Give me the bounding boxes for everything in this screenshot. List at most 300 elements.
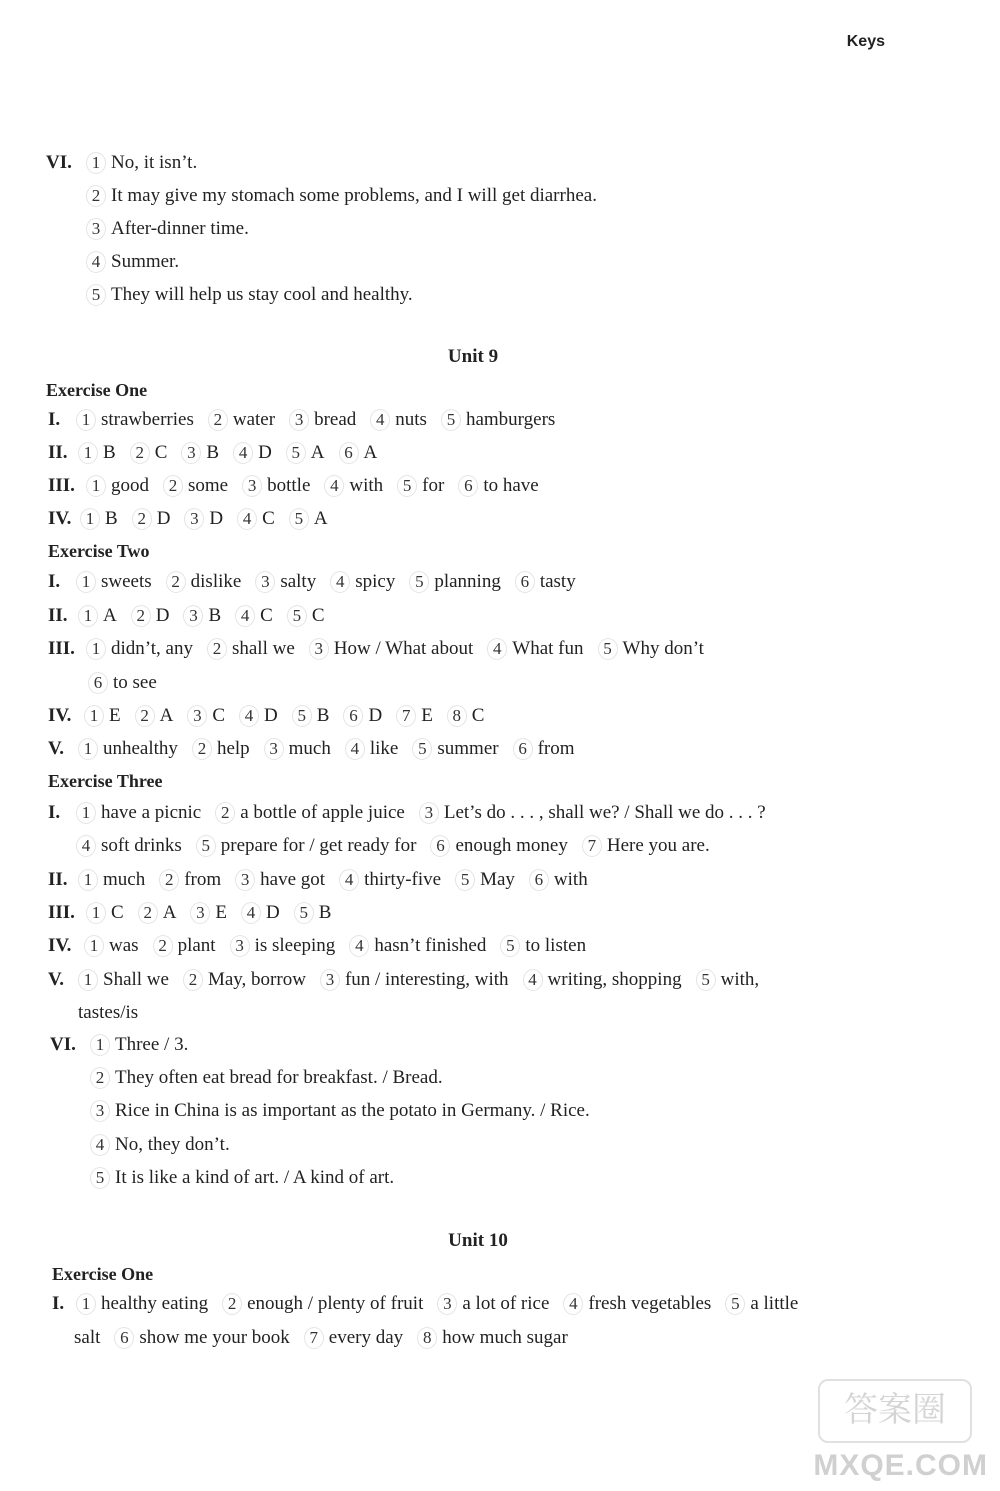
section-numeral: I. — [48, 571, 61, 592]
answer-item — [292, 704, 330, 728]
item-number: 1 — [78, 738, 98, 760]
item-number: 5 — [441, 409, 461, 431]
answer-item — [114, 1326, 289, 1350]
answer-item — [455, 868, 515, 892]
item-text: B — [206, 442, 220, 463]
section-numeral: IV. — [48, 508, 72, 529]
item-number: 4 — [90, 1134, 110, 1156]
answer-item — [90, 1166, 394, 1190]
answer-line — [48, 507, 342, 531]
answer-line — [46, 151, 211, 175]
item-text: B — [208, 605, 222, 626]
answer-item — [163, 474, 228, 498]
item-text: It may give my stomach some problems, and I will get diarrhea. — [111, 185, 597, 206]
item-number: 5 — [412, 738, 432, 760]
item-text: some — [188, 475, 229, 496]
item-text: After-dinner time. — [111, 218, 249, 239]
item-text: They will help us stay cool and healthy. — [111, 284, 413, 305]
item-text: bread — [314, 409, 357, 430]
answer-item — [598, 637, 704, 661]
answer-item — [582, 834, 710, 858]
item-number: 6 — [114, 1327, 134, 1349]
answer-item — [88, 671, 157, 695]
answer-item — [183, 604, 221, 628]
item-number: 3 — [419, 802, 439, 824]
answer-line — [50, 1033, 202, 1057]
watermark-seal: 答案圈 — [818, 1379, 972, 1443]
answer-item — [132, 507, 171, 531]
answer-item — [190, 901, 227, 925]
answer-line — [86, 217, 263, 241]
running-header: Keys — [846, 33, 885, 50]
answer-item — [287, 604, 325, 628]
answer-item — [196, 834, 417, 858]
section-numeral: V. — [48, 969, 65, 990]
item-number: 1 — [84, 935, 104, 957]
answer-item — [447, 704, 485, 728]
answer-item — [235, 604, 273, 628]
item-text: Rice in China is as important as the potato in Germany. / Rice. — [115, 1100, 590, 1121]
answer-item — [166, 570, 242, 594]
item-number: 4 — [349, 935, 369, 957]
answer-item — [345, 737, 399, 761]
answer-line — [48, 934, 600, 958]
answer-item — [230, 934, 336, 958]
item-text: a lot of rice — [462, 1293, 550, 1314]
answer-line — [48, 474, 553, 498]
item-number: 3 — [187, 705, 207, 727]
answer-line — [48, 737, 589, 761]
answer-item — [78, 968, 169, 992]
answer-item — [76, 801, 201, 825]
answer-item — [286, 441, 325, 465]
answer-item — [409, 570, 501, 594]
item-number: 5 — [409, 571, 429, 593]
item-number: 3 — [230, 935, 250, 957]
exercise-title: Exercise One — [46, 380, 148, 400]
item-text: A — [159, 705, 174, 726]
item-number: 5 — [500, 935, 520, 957]
item-number: 3 — [264, 738, 284, 760]
answer-item — [523, 968, 682, 992]
answer-line — [48, 868, 602, 892]
answer-item — [264, 737, 331, 761]
answer-item — [86, 283, 413, 307]
item-text: a bottle of apple juice — [240, 802, 405, 823]
answer-item — [187, 704, 225, 728]
item-text: A — [310, 442, 325, 463]
answer-line — [48, 637, 718, 661]
item-text: Why don’t — [622, 638, 704, 659]
answer-line — [48, 901, 345, 925]
exercise-title: Exercise One — [52, 1264, 154, 1284]
item-number: 1 — [86, 902, 106, 924]
item-text: It is like a kind of art. / A kind of art. — [115, 1167, 395, 1188]
item-text: enough / plenty of fruit — [247, 1293, 424, 1314]
answer-item — [78, 604, 117, 628]
item-number: 1 — [86, 475, 106, 497]
item-number: 6 — [430, 835, 450, 857]
answer-item — [441, 408, 555, 432]
section-numeral: II. — [48, 442, 68, 463]
answer-item — [78, 868, 145, 892]
item-number: 4 — [370, 409, 390, 431]
item-text: nuts — [395, 409, 427, 430]
answer-item — [430, 834, 567, 858]
answer-item — [396, 704, 433, 728]
answer-item — [289, 507, 328, 531]
item-text: was — [109, 935, 139, 956]
answer-item — [324, 474, 383, 498]
item-text: fresh vegetables — [588, 1293, 712, 1314]
item-text: planning — [434, 571, 501, 592]
item-text: healthy eating — [101, 1293, 209, 1314]
answer-line — [48, 570, 590, 594]
item-text: to see — [113, 672, 157, 693]
answer-item — [86, 637, 193, 661]
item-number: 2 — [90, 1067, 110, 1089]
item-number: 6 — [529, 869, 549, 891]
answer-item — [90, 1133, 230, 1157]
answer-item — [239, 704, 278, 728]
item-text: No, it isn’t. — [111, 152, 198, 173]
section-numeral: II. — [48, 605, 68, 626]
item-number: 1 — [78, 442, 98, 464]
answer-item — [86, 217, 249, 241]
item-text: B — [318, 902, 332, 923]
item-number: 5 — [289, 508, 309, 530]
answer-item — [84, 704, 121, 728]
item-number: 4 — [324, 475, 344, 497]
item-text: A — [162, 902, 177, 923]
answer-line — [90, 1133, 244, 1157]
answer-item — [458, 474, 538, 498]
item-text: D — [266, 902, 280, 923]
item-text: how much sugar — [442, 1327, 568, 1348]
item-number: 3 — [255, 571, 275, 593]
item-text: have a picnic — [101, 802, 202, 823]
item-number: 3 — [320, 969, 340, 991]
answer-line — [76, 834, 724, 858]
answer-item — [222, 1292, 423, 1316]
item-number: 2 — [138, 902, 158, 924]
item-text: hasn’t finished — [374, 935, 487, 956]
item-number: 5 — [397, 475, 417, 497]
item-number: 2 — [135, 705, 155, 727]
item-number: 2 — [192, 738, 212, 760]
item-text: summer — [437, 738, 499, 759]
item-number: 6 — [339, 442, 359, 464]
section-numeral: IV. — [48, 705, 72, 726]
item-number: 1 — [76, 409, 96, 431]
item-number: 3 — [190, 902, 210, 924]
item-number: 8 — [447, 705, 467, 727]
item-text: plant — [177, 935, 216, 956]
item-number: 6 — [458, 475, 478, 497]
exercise-title: Exercise Two — [48, 541, 150, 561]
item-number: 2 — [222, 1293, 242, 1315]
item-text: A — [363, 442, 378, 463]
answer-item — [207, 637, 295, 661]
item-number: 6 — [513, 738, 533, 760]
item-text: hamburgers — [465, 409, 556, 430]
answer-item — [487, 637, 583, 661]
item-number: 2 — [183, 969, 203, 991]
item-number: 4 — [235, 605, 255, 627]
answer-item — [397, 474, 444, 498]
item-number: 4 — [76, 835, 96, 857]
answer-line — [74, 1326, 582, 1350]
item-text: tastes/is — [78, 1002, 139, 1023]
item-number: 7 — [582, 835, 602, 857]
section-numeral: IV. — [48, 935, 72, 956]
answer-line — [48, 604, 339, 628]
answer-line — [48, 441, 391, 465]
item-number: 2 — [159, 869, 179, 891]
answer-item — [86, 474, 149, 498]
item-number: 2 — [166, 571, 186, 593]
answer-item — [513, 737, 575, 761]
answer-item — [294, 901, 332, 925]
item-number: 4 — [487, 638, 507, 660]
answer-line — [88, 671, 171, 695]
item-number: 4 — [330, 571, 350, 593]
item-text: is sleeping — [254, 935, 336, 956]
item-number: 3 — [86, 218, 106, 240]
section-numeral: III. — [48, 902, 75, 923]
answer-item — [417, 1326, 568, 1350]
answer-item — [237, 507, 275, 531]
item-text: every day — [328, 1327, 404, 1348]
item-number: 4 — [86, 251, 106, 273]
answer-item — [343, 704, 382, 728]
item-number: 3 — [235, 869, 255, 891]
answer-item — [183, 968, 306, 992]
answer-item — [135, 704, 174, 728]
watermark-text: MXQE.COM — [813, 1449, 988, 1482]
item-number: 2 — [153, 935, 173, 957]
item-number: 5 — [287, 605, 307, 627]
section-numeral: V. — [48, 738, 65, 759]
answer-item — [181, 441, 219, 465]
item-number: 3 — [437, 1293, 457, 1315]
answer-item — [339, 441, 378, 465]
item-text: C — [471, 705, 485, 726]
answer-item — [76, 1292, 208, 1316]
answer-item — [500, 934, 586, 958]
item-number: 4 — [233, 442, 253, 464]
item-text: C — [260, 605, 273, 626]
item-number: 2 — [163, 475, 183, 497]
answer-item — [90, 1033, 188, 1057]
item-number: 5 — [90, 1167, 110, 1189]
item-text: What fun — [512, 638, 584, 659]
answer-item — [159, 868, 221, 892]
answer-item — [76, 834, 182, 858]
item-number: 5 — [292, 705, 312, 727]
answer-item — [349, 934, 486, 958]
item-text: help — [216, 738, 250, 759]
answer-item — [309, 637, 474, 661]
item-number: 7 — [396, 705, 416, 727]
item-text: Here you are. — [606, 835, 710, 856]
item-number: 1 — [80, 508, 100, 530]
answer-item — [76, 408, 194, 432]
item-text: from — [184, 869, 222, 890]
answer-item — [419, 801, 766, 825]
item-text: May, borrow — [207, 969, 306, 990]
answer-line — [90, 1066, 457, 1090]
item-text: have got — [260, 869, 326, 890]
item-number: 2 — [130, 442, 150, 464]
answer-item — [78, 737, 178, 761]
item-text: with, — [720, 969, 760, 990]
item-number: 5 — [696, 969, 716, 991]
item-text: thirty-five — [364, 869, 442, 890]
section-numeral: I. — [48, 409, 61, 430]
section-numeral: II. — [48, 869, 68, 890]
item-number: 2 — [215, 802, 235, 824]
answer-item — [233, 441, 272, 465]
item-number: 1 — [78, 605, 98, 627]
item-text: E — [109, 705, 121, 726]
answer-item — [320, 968, 509, 992]
answer-item — [86, 250, 179, 274]
item-text: like — [369, 738, 399, 759]
answer-item — [330, 570, 395, 594]
item-text: A — [313, 508, 328, 529]
item-text: C — [111, 902, 124, 923]
section-numeral: III. — [48, 475, 75, 496]
item-text: D — [368, 705, 383, 726]
answer-line — [86, 184, 611, 208]
answer-line — [86, 250, 193, 274]
item-number: 6 — [343, 705, 363, 727]
item-number: 3 — [183, 605, 203, 627]
item-number: 3 — [181, 442, 201, 464]
item-text: No, they don’t. — [115, 1134, 230, 1155]
answer-item — [131, 604, 170, 628]
item-text: show me your book — [139, 1327, 290, 1348]
item-text: unhealthy — [103, 738, 178, 759]
answer-item — [242, 474, 310, 498]
answer-item — [529, 868, 588, 892]
item-number: 5 — [598, 638, 618, 660]
item-number: 6 — [515, 571, 535, 593]
item-number: 2 — [208, 409, 228, 431]
item-text: D — [264, 705, 278, 726]
answer-item — [725, 1292, 798, 1316]
item-text: E — [215, 902, 228, 923]
unit-title: Unit 9 — [447, 346, 499, 367]
item-text: with — [553, 869, 588, 890]
item-number: 3 — [90, 1100, 110, 1122]
item-text: enough money — [455, 835, 568, 856]
item-text: Let’s do . . . , shall we? / Shall we do . . . ? — [443, 802, 766, 823]
answer-item — [90, 1099, 590, 1123]
item-text: C — [262, 508, 275, 529]
item-text: May — [480, 869, 515, 890]
item-text: good — [111, 475, 149, 496]
answer-item — [138, 901, 177, 925]
item-text: didn’t, any — [111, 638, 193, 659]
unit-title: Unit 10 — [448, 1230, 508, 1251]
answer-line — [48, 408, 569, 432]
item-number: 2 — [207, 638, 227, 660]
answer-item — [80, 507, 118, 531]
item-text: D — [209, 508, 224, 529]
item-text: prepare for / get ready for — [220, 835, 417, 856]
item-number: 5 — [294, 902, 314, 924]
item-text: strawberries — [101, 409, 194, 430]
answer-item — [235, 868, 325, 892]
answer-item — [215, 801, 405, 825]
item-text: spicy — [355, 571, 396, 592]
answer-item — [437, 1292, 549, 1316]
item-number: 1 — [76, 571, 96, 593]
item-number: 4 — [239, 705, 259, 727]
item-number: 1 — [76, 1293, 96, 1315]
item-number: 6 — [88, 672, 108, 694]
item-text: salty — [280, 571, 317, 592]
item-number: 1 — [78, 969, 98, 991]
item-number: 4 — [237, 508, 257, 530]
item-number: 7 — [304, 1327, 324, 1349]
answer-item — [339, 868, 441, 892]
item-text: for — [422, 475, 445, 496]
item-text: How / What about — [333, 638, 474, 659]
section-numeral: III. — [48, 638, 75, 659]
item-text: fun / interesting, with — [344, 969, 509, 990]
item-number: 3 — [184, 508, 204, 530]
section-numeral: I. — [52, 1293, 65, 1314]
item-text: to have — [483, 475, 539, 496]
answer-item — [289, 408, 356, 432]
answer-item — [184, 507, 223, 531]
answer-line — [48, 704, 498, 728]
item-number: 3 — [309, 638, 329, 660]
item-text: D — [156, 508, 171, 529]
answer-item — [412, 737, 498, 761]
item-text: sweets — [101, 571, 152, 592]
item-number: 5 — [286, 442, 306, 464]
answer-item — [255, 570, 316, 594]
item-number: 5 — [455, 869, 475, 891]
exercise-title: Exercise Three — [48, 771, 163, 791]
item-text: E — [421, 705, 433, 726]
item-text: to listen — [525, 935, 587, 956]
answer-item — [370, 408, 427, 432]
section-numeral: I. — [48, 802, 61, 823]
answer-item — [208, 408, 275, 432]
item-text: water — [232, 409, 276, 430]
item-text: Shall we — [103, 969, 169, 990]
item-number: 5 — [725, 1293, 745, 1315]
item-number: 1 — [78, 869, 98, 891]
item-number: 2 — [86, 185, 106, 207]
item-text: B — [105, 508, 118, 529]
answer-line — [90, 1099, 604, 1123]
answer-item — [90, 1066, 443, 1090]
answer-item — [78, 441, 116, 465]
item-text: much — [288, 738, 331, 759]
item-text: D — [155, 605, 170, 626]
item-number: 4 — [345, 738, 365, 760]
answer-item — [696, 968, 760, 992]
answer-item — [76, 570, 152, 594]
item-number: 4 — [523, 969, 543, 991]
item-number: 4 — [563, 1293, 583, 1315]
